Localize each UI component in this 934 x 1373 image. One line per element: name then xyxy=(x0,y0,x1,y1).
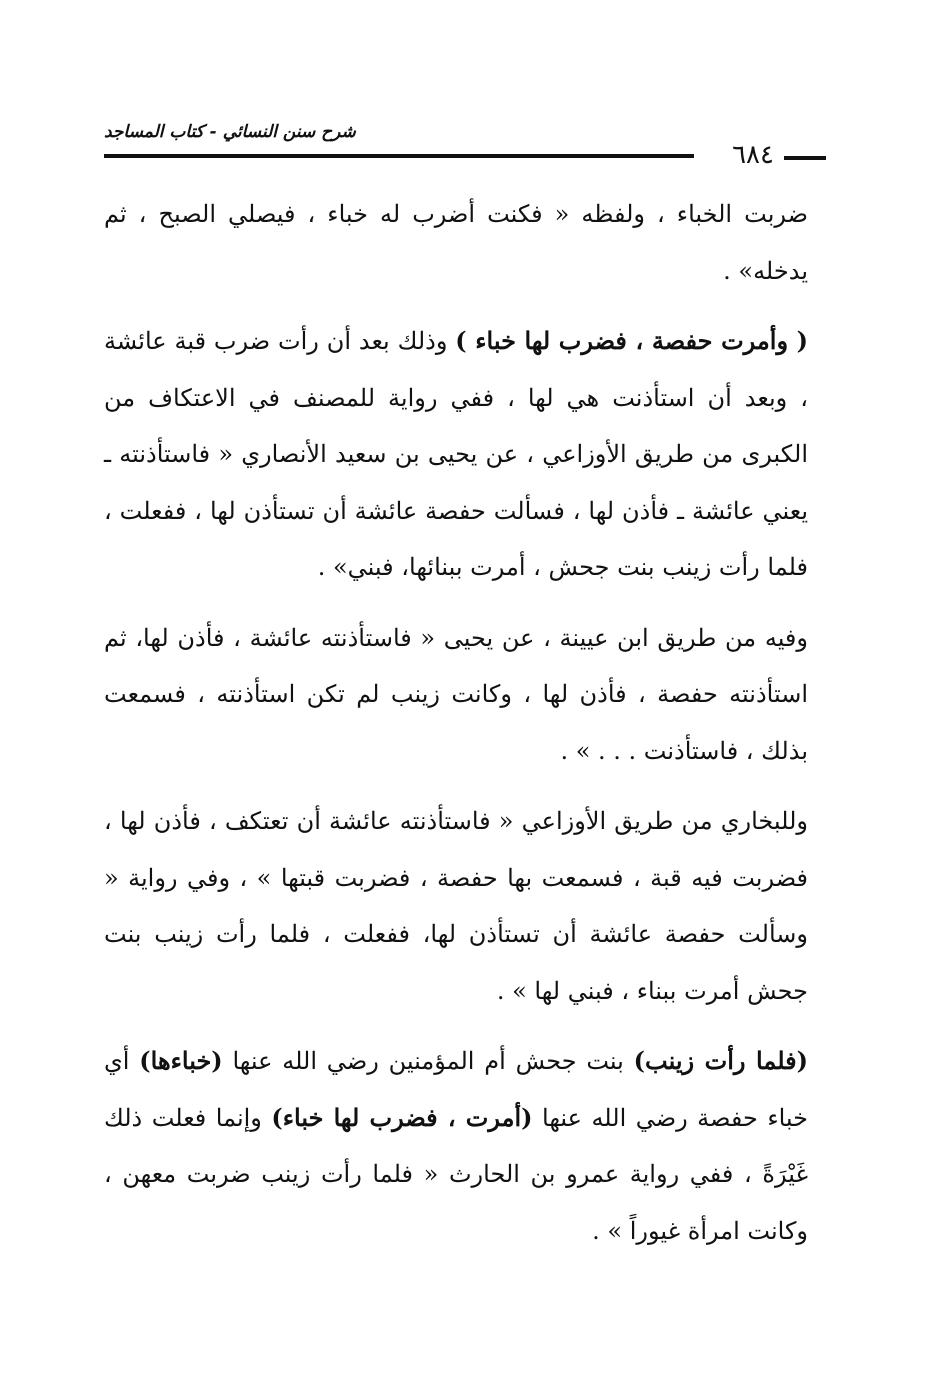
body-text xyxy=(104,186,808,1273)
page-header xyxy=(104,118,826,174)
paragraph-text: بنت جحش أم المؤمنين رضي الله عنها xyxy=(222,1047,634,1075)
paragraph-text: أي خباء حفصة رضي الله عنها xyxy=(104,1047,808,1132)
header-rule xyxy=(104,154,694,158)
paragraph xyxy=(104,313,808,596)
paragraph xyxy=(104,610,808,780)
quoted-phrase: (فلما رأت زينب) xyxy=(633,1046,808,1075)
running-title: شرح سنن النسائي - كتاب المساجد xyxy=(104,122,356,142)
quoted-phrase: (خباءها) xyxy=(139,1046,223,1075)
paragraph-text: وإنما فعلت ذلك غَيْرَةً ، ففي رواية عمرو بن الحارث « فلما رأت زينب ضربت معهن ، وكانت امرأة غيوراً » . xyxy=(104,1103,808,1245)
quoted-phrase: ( وأمرت حفصة ، فضرب لها خباء ) xyxy=(455,326,808,355)
paragraph xyxy=(104,1033,808,1259)
paragraph-text: وللبخاري من طريق الأوزاعي « فاستأذنته عائشة أن تعتكف ، فأذن لها ، فضربت فيه قبة ، فسمعت بها حفصة ، فضربت قبتها » ، وفي رواية « وسألت حفصة عائشة أن تستأذن لها، ففعلت ، فلما رأت زينب بنت جحش أمرت ببناء ، فبني لها » . xyxy=(104,807,808,1005)
paragraph-text: وفيه من طريق ابن عيينة ، عن يحيى « فاستأذنته عائشة ، فأذن لها، ثم استأذنته حفصة ، فأذن لها ، وكانت زينب لم تكن استأذنته ، فسمعت بذلك ، فاستأذنت . . . » . xyxy=(104,623,808,765)
paragraph xyxy=(104,186,808,299)
page-number-rule xyxy=(784,156,826,160)
paragraph xyxy=(104,793,808,1019)
quoted-phrase: (أمرت ، فضرب لها خباء) xyxy=(271,1102,533,1132)
paragraph-text: وذلك بعد أن رأت ضرب قبة عائشة ، وبعد أن استأذنت هي لها ، ففي رواية للمصنف في الاعتكاف من الكبرى من طريق الأوزاعي ، عن يحيى بن سعيد الأنصاري « فاستأذنته ـ يعني عائشة ـ فأذن لها ، فسألت حفصة عائشة أن تستأذن لها ، ففعلت ، فلما رأت زينب بنت جحش ، أمرت ببنائها، فبني» . xyxy=(104,327,808,581)
paragraph-text: ضربت الخباء ، ولفظه « فكنت أضرب له خباء ، فيصلي الصبح ، ثم يدخله» . xyxy=(104,200,808,285)
page-number: ٦٨٤ xyxy=(732,140,774,170)
